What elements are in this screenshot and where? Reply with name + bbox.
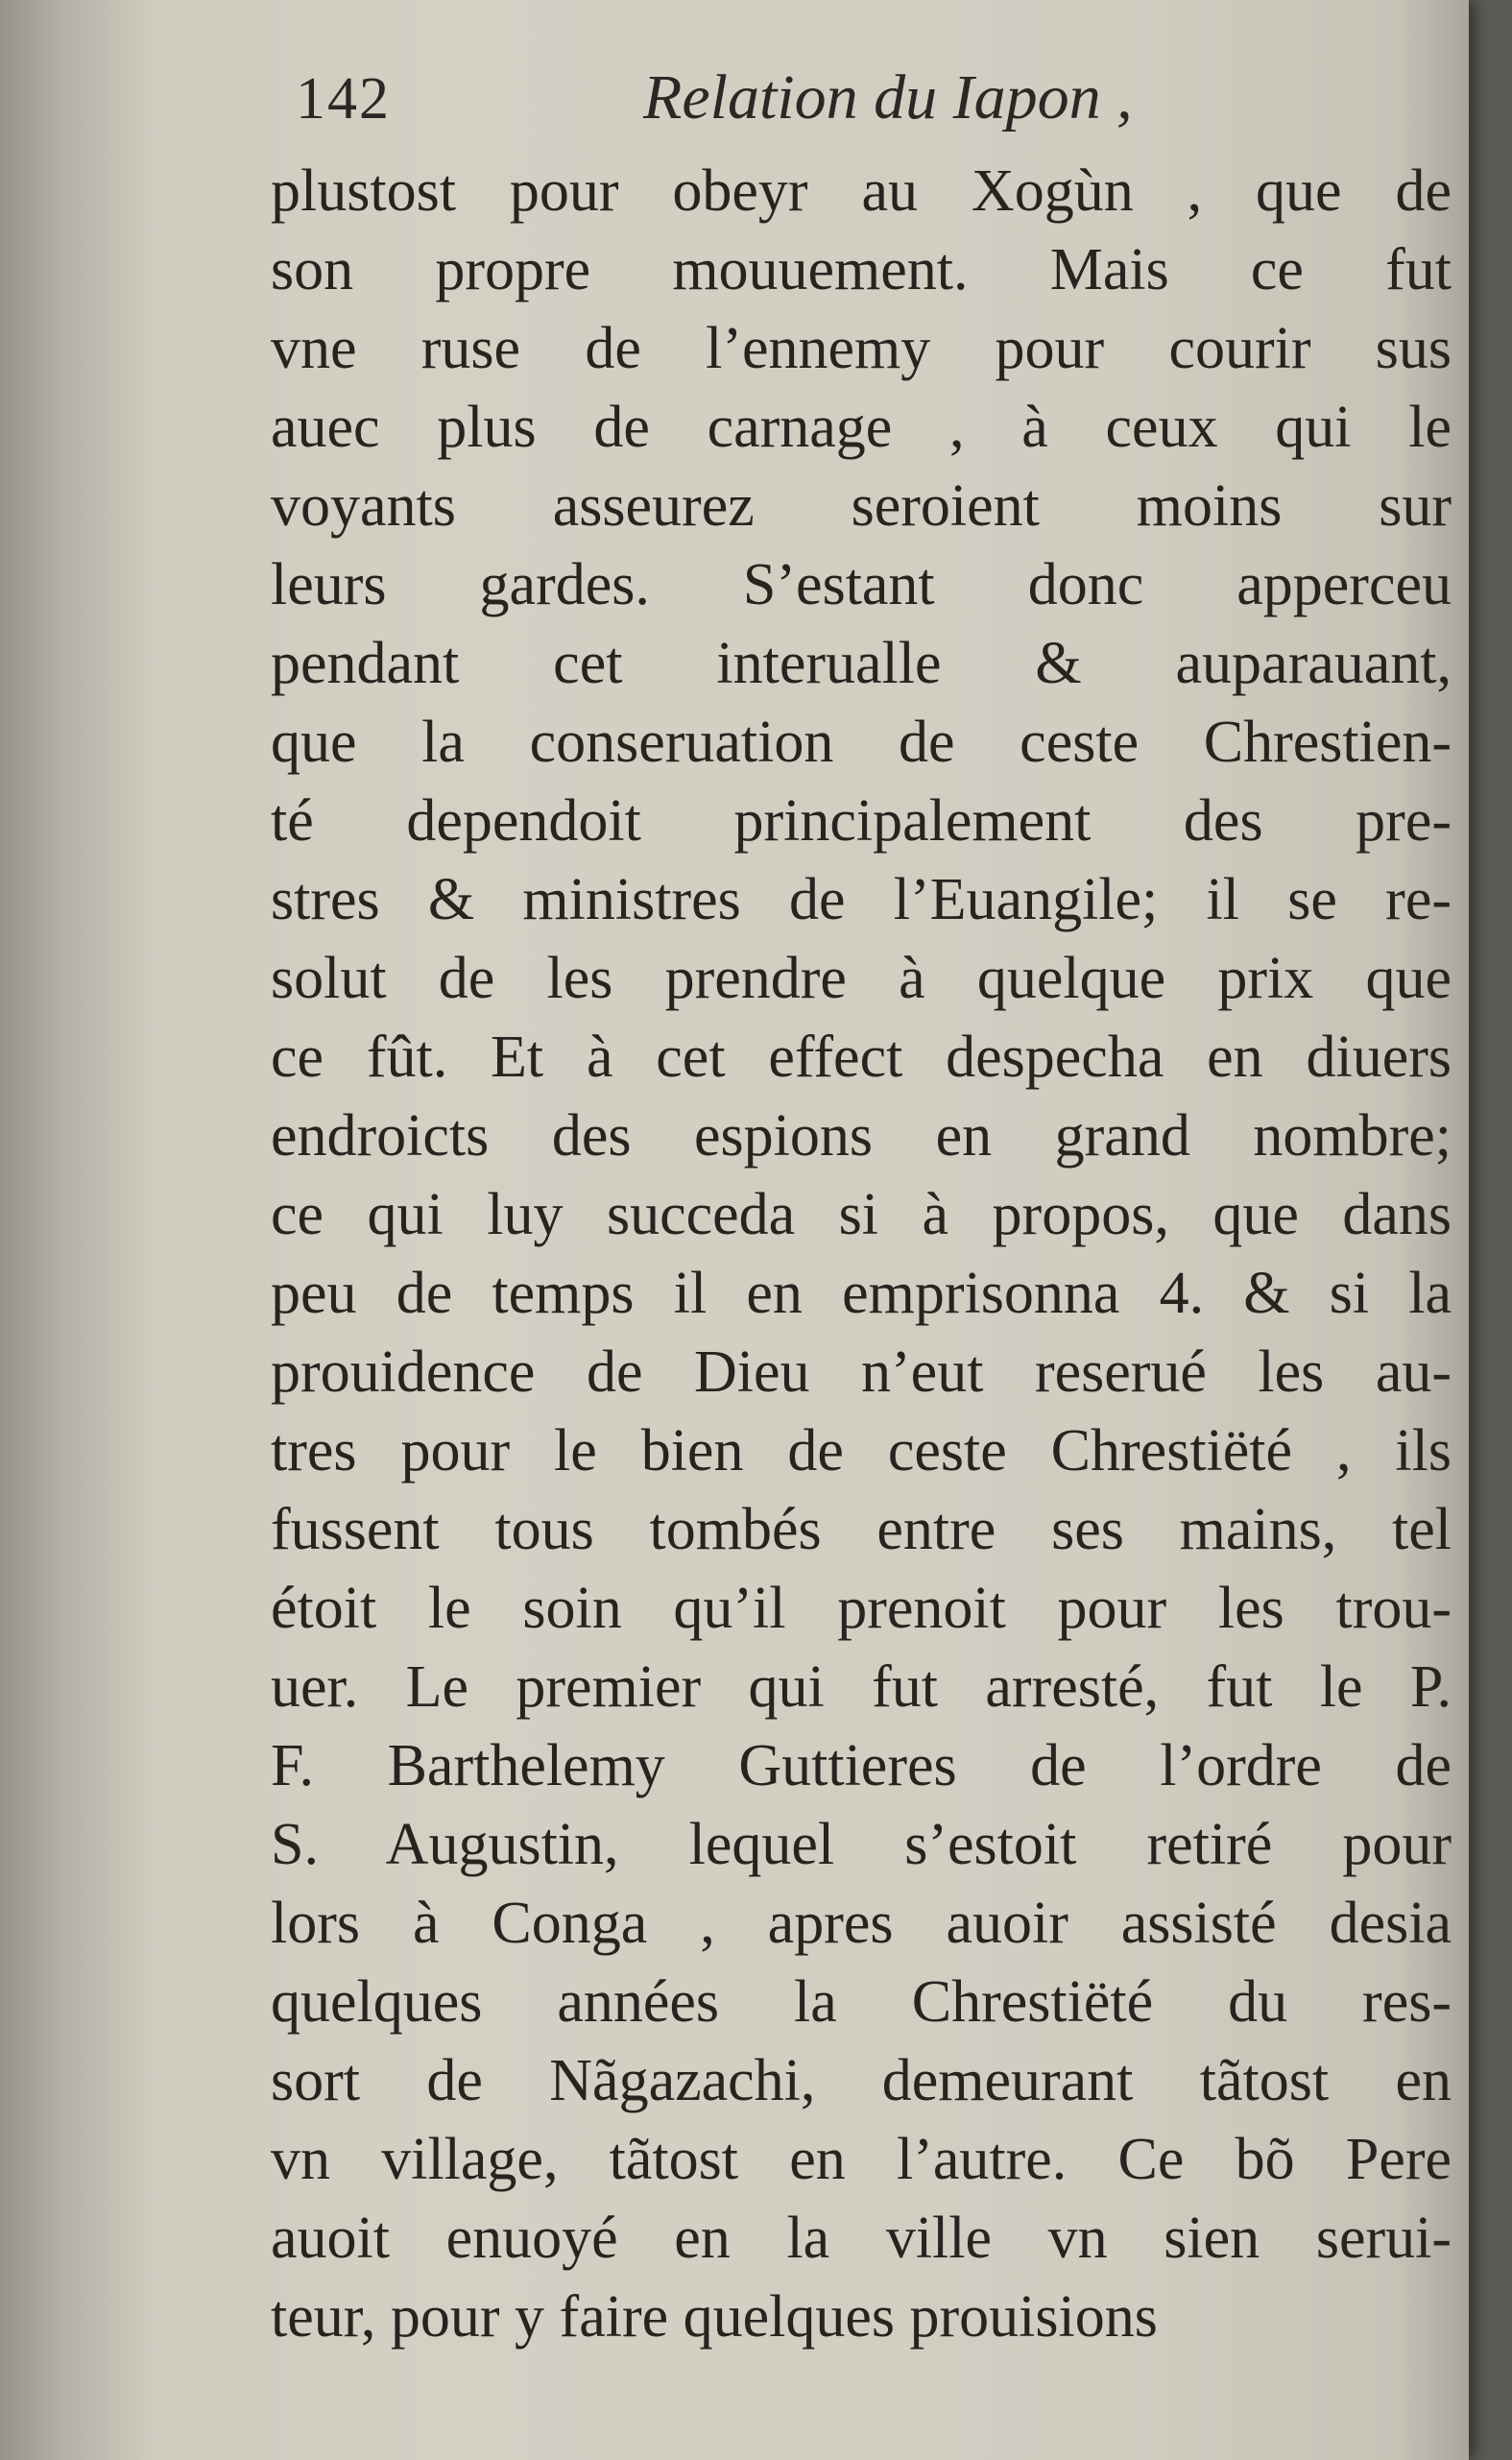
text-line: lors à Conga , apres auoir assisté desia bbox=[271, 1891, 1452, 1956]
text-line: voyants asseurez seroient moins sur bbox=[271, 473, 1452, 539]
page-gutter-shadow bbox=[0, 0, 154, 2460]
text-line: sort de Nãgazachi, demeurant tãtost en bbox=[271, 2048, 1452, 2113]
text-line: endroicts des espions en grand nombre; bbox=[271, 1103, 1452, 1169]
text-line: prouidence de Dieu n’eut reserué les au- bbox=[271, 1339, 1452, 1405]
text-line: ce fût. Et à cet effect despecha en diuers bbox=[271, 1025, 1452, 1090]
text-line: auec plus de carnage , à ceux qui le bbox=[271, 395, 1452, 460]
text-line: étoit le soin qu’il prenoit pour les trou- bbox=[271, 1576, 1452, 1641]
text-line: peu de temps il en emprisonna 4. & si la bbox=[271, 1261, 1452, 1326]
text-line: teur, pour y faire quelques prouisions bbox=[271, 2284, 1158, 2350]
text-line: leurs gardes. S’estant donc apperceu bbox=[271, 552, 1452, 617]
text-line: solut de les prendre à quelque prix que bbox=[271, 946, 1452, 1011]
text-line: stres & ministres de l’Euangile; il se re- bbox=[271, 867, 1452, 932]
text-line: té dependoit principalement des pre- bbox=[271, 788, 1452, 854]
text-line: auoit enuoyé en la ville vn sien serui- bbox=[271, 2206, 1452, 2271]
text-line: vne ruse de l’ennemy pour courir sus bbox=[271, 316, 1452, 381]
page-number: 142 bbox=[296, 66, 391, 132]
running-title: Relation du Iapon , bbox=[643, 62, 1133, 133]
body-text bbox=[271, 152, 1452, 2356]
text-line: F. Barthelemy Guttieres de l’ordre de bbox=[271, 1733, 1452, 1798]
text-line: uer. Le premier qui fut arresté, fut le P. bbox=[271, 1654, 1452, 1720]
text-line: pendant cet interualle & auparauant, bbox=[271, 631, 1452, 696]
text-line: fussent tous tombés entre ses mains, tel bbox=[271, 1497, 1452, 1562]
text-line: que la conseruation de ceste Chrestien- bbox=[271, 710, 1452, 775]
text-line: quelques années la Chrestiëté du res- bbox=[271, 1969, 1452, 2035]
text-line: ce qui luy succeda si à propos, que dans bbox=[271, 1182, 1452, 1247]
text-line: tres pour le bien de ceste Chrestiëté , ils bbox=[271, 1418, 1452, 1483]
text-line: vn village, tãtost en l’autre. Ce bõ Pere bbox=[271, 2127, 1452, 2192]
text-line: plustost pour obeyr au Xogùn , que de bbox=[271, 158, 1452, 224]
running-header bbox=[288, 56, 1286, 142]
text-line: son propre mouuement. Mais ce fut bbox=[271, 237, 1452, 302]
text-line: S. Augustin, lequel s’estoit retiré pour bbox=[271, 1812, 1452, 1877]
